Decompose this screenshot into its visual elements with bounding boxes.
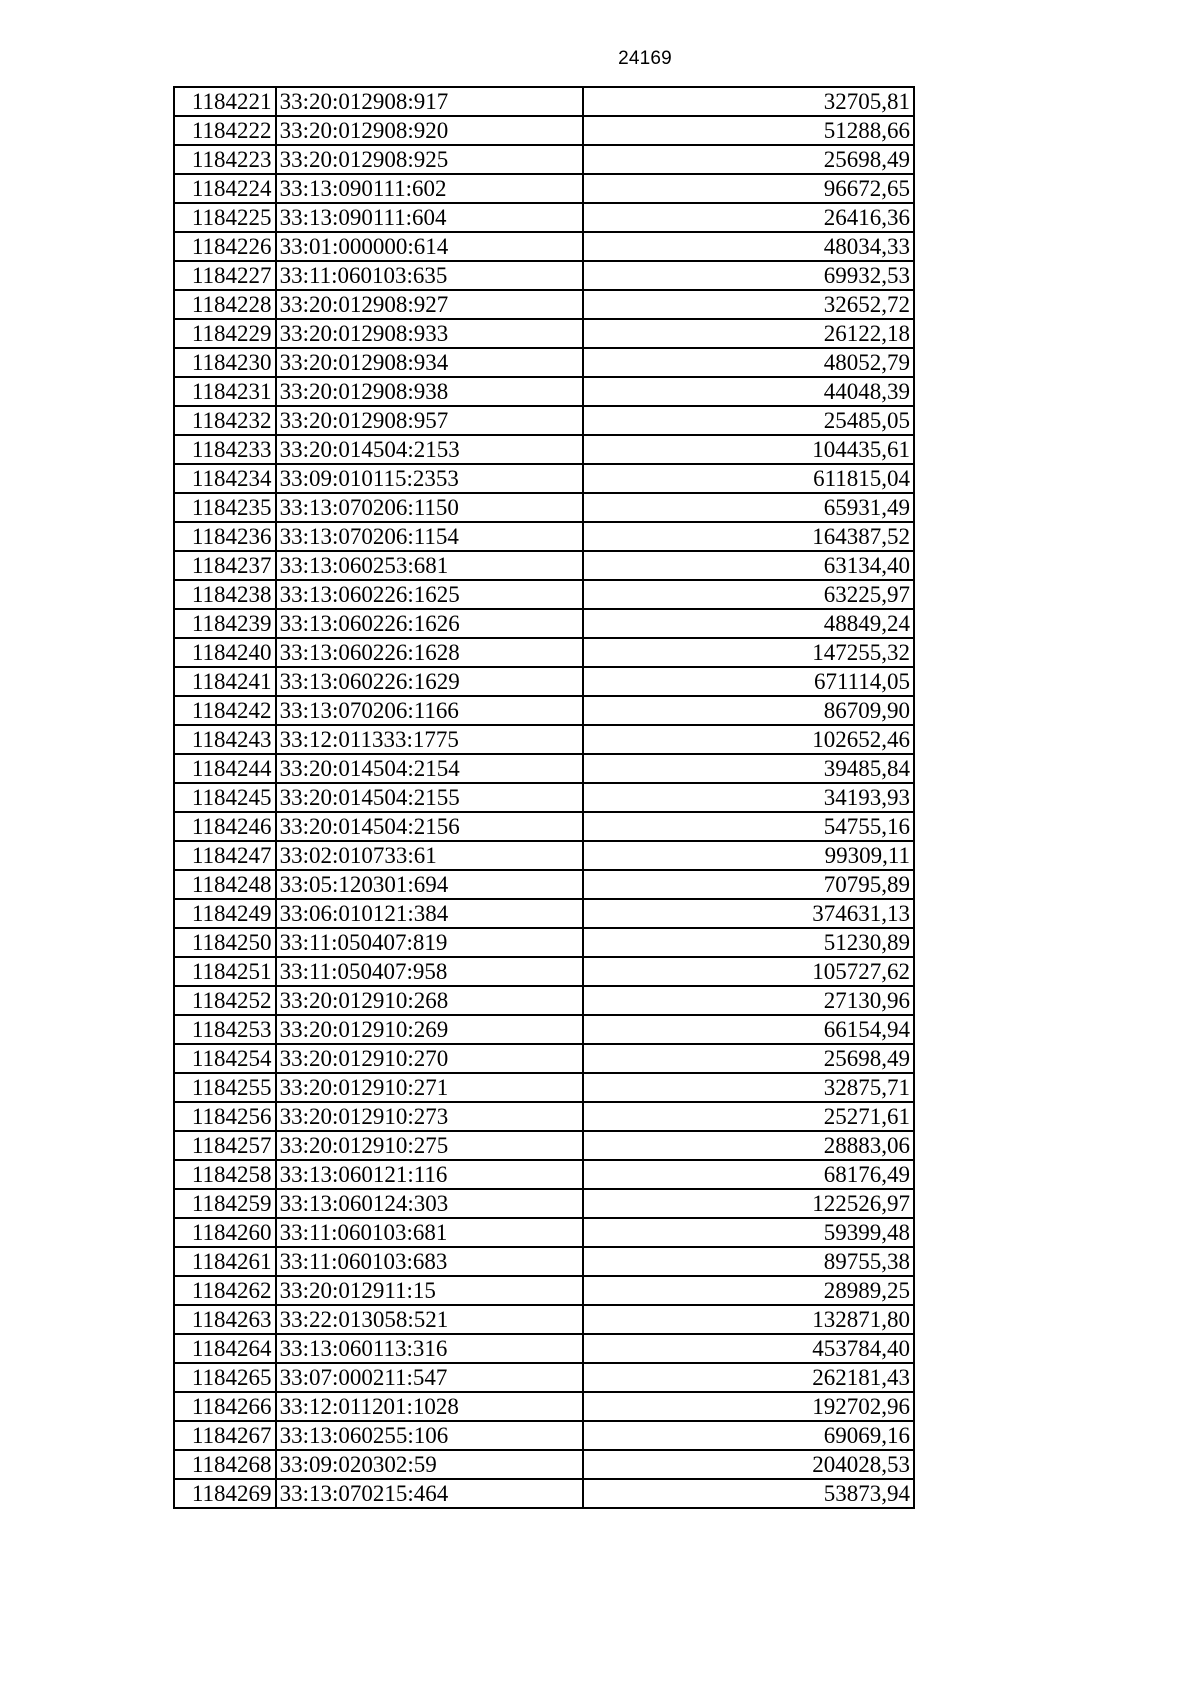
cadastral-number-cell: 33:02:010733:61 bbox=[276, 841, 584, 870]
cadastral-value-cell: 204028,53 bbox=[583, 1450, 914, 1479]
cadastral-value-cell: 25485,05 bbox=[583, 406, 914, 435]
table-row bbox=[174, 232, 914, 261]
row-number-cell: 1184236 bbox=[174, 522, 276, 551]
cadastral-number-cell: 33:13:060226:1628 bbox=[276, 638, 584, 667]
row-number-cell: 1184251 bbox=[174, 957, 276, 986]
table-row bbox=[174, 87, 914, 116]
cadastral-number-cell: 33:20:012908:938 bbox=[276, 377, 584, 406]
cadastral-number-cell: 33:20:012910:270 bbox=[276, 1044, 584, 1073]
table-row bbox=[174, 261, 914, 290]
cadastral-value-cell: 59399,48 bbox=[583, 1218, 914, 1247]
cadastral-value-cell: 104435,61 bbox=[583, 435, 914, 464]
row-number-cell: 1184260 bbox=[174, 1218, 276, 1247]
table-row bbox=[174, 1421, 914, 1450]
row-number-cell: 1184261 bbox=[174, 1247, 276, 1276]
cadastral-number-cell: 33:11:050407:819 bbox=[276, 928, 584, 957]
cadastral-number-cell: 33:13:090111:604 bbox=[276, 203, 584, 232]
table-row bbox=[174, 1450, 914, 1479]
cadastral-number-cell: 33:13:060113:316 bbox=[276, 1334, 584, 1363]
cadastral-value-cell: 105727,62 bbox=[583, 957, 914, 986]
cadastral-number-cell: 33:13:070206:1166 bbox=[276, 696, 584, 725]
cadastral-number-cell: 33:12:011201:1028 bbox=[276, 1392, 584, 1421]
table-row bbox=[174, 870, 914, 899]
cadastral-value-cell: 44048,39 bbox=[583, 377, 914, 406]
row-number-cell: 1184230 bbox=[174, 348, 276, 377]
cadastral-value-cell: 69932,53 bbox=[583, 261, 914, 290]
row-number-cell: 1184240 bbox=[174, 638, 276, 667]
row-number-cell: 1184268 bbox=[174, 1450, 276, 1479]
table-row bbox=[174, 1334, 914, 1363]
table-row bbox=[174, 841, 914, 870]
cadastral-value-cell: 26122,18 bbox=[583, 319, 914, 348]
row-number-cell: 1184255 bbox=[174, 1073, 276, 1102]
cadastral-value-cell: 48052,79 bbox=[583, 348, 914, 377]
cadastral-value-cell: 192702,96 bbox=[583, 1392, 914, 1421]
table-row bbox=[174, 406, 914, 435]
row-number-cell: 1184233 bbox=[174, 435, 276, 464]
row-number-cell: 1184257 bbox=[174, 1131, 276, 1160]
table-row bbox=[174, 667, 914, 696]
cadastral-value-cell: 374631,13 bbox=[583, 899, 914, 928]
row-number-cell: 1184258 bbox=[174, 1160, 276, 1189]
cadastral-number-cell: 33:09:010115:2353 bbox=[276, 464, 584, 493]
cadastral-number-cell: 33:01:000000:614 bbox=[276, 232, 584, 261]
row-number-cell: 1184244 bbox=[174, 754, 276, 783]
table-row bbox=[174, 725, 914, 754]
row-number-cell: 1184227 bbox=[174, 261, 276, 290]
cadastral-value-cell: 99309,11 bbox=[583, 841, 914, 870]
table-row bbox=[174, 145, 914, 174]
cadastral-value-cell: 63225,97 bbox=[583, 580, 914, 609]
table-row bbox=[174, 290, 914, 319]
table-row bbox=[174, 754, 914, 783]
table-row bbox=[174, 1247, 914, 1276]
row-number-cell: 1184224 bbox=[174, 174, 276, 203]
cadastral-value-cell: 51230,89 bbox=[583, 928, 914, 957]
cadastral-value-cell: 53873,94 bbox=[583, 1479, 914, 1508]
cadastral-number-cell: 33:20:012908:933 bbox=[276, 319, 584, 348]
table-row bbox=[174, 783, 914, 812]
cadastral-number-cell: 33:13:060226:1626 bbox=[276, 609, 584, 638]
row-number-cell: 1184238 bbox=[174, 580, 276, 609]
cadastral-value-cell: 132871,80 bbox=[583, 1305, 914, 1334]
row-number-cell: 1184269 bbox=[174, 1479, 276, 1508]
row-number-cell: 1184246 bbox=[174, 812, 276, 841]
cadastral-value-cell: 96672,65 bbox=[583, 174, 914, 203]
row-number-cell: 1184253 bbox=[174, 1015, 276, 1044]
row-number-cell: 1184266 bbox=[174, 1392, 276, 1421]
table-row bbox=[174, 1102, 914, 1131]
table-row bbox=[174, 1189, 914, 1218]
cadastral-number-cell: 33:13:090111:602 bbox=[276, 174, 584, 203]
cadastral-number-cell: 33:11:050407:958 bbox=[276, 957, 584, 986]
table-row bbox=[174, 174, 914, 203]
row-number-cell: 1184221 bbox=[174, 87, 276, 116]
table-row bbox=[174, 580, 914, 609]
table-row bbox=[174, 319, 914, 348]
row-number-cell: 1184259 bbox=[174, 1189, 276, 1218]
cadastral-value-cell: 26416,36 bbox=[583, 203, 914, 232]
cadastral-number-cell: 33:20:012910:275 bbox=[276, 1131, 584, 1160]
table-row bbox=[174, 1363, 914, 1392]
cadastral-number-cell: 33:13:070206:1150 bbox=[276, 493, 584, 522]
row-number-cell: 1184226 bbox=[174, 232, 276, 261]
row-number-cell: 1184223 bbox=[174, 145, 276, 174]
row-number-cell: 1184239 bbox=[174, 609, 276, 638]
row-number-cell: 1184245 bbox=[174, 783, 276, 812]
table-row bbox=[174, 609, 914, 638]
cadastral-number-cell: 33:20:012908:920 bbox=[276, 116, 584, 145]
row-number-cell: 1184232 bbox=[174, 406, 276, 435]
row-number-cell: 1184254 bbox=[174, 1044, 276, 1073]
table-row bbox=[174, 812, 914, 841]
row-number-cell: 1184248 bbox=[174, 870, 276, 899]
cadastral-number-cell: 33:20:014504:2153 bbox=[276, 435, 584, 464]
cadastral-number-cell: 33:13:070215:464 bbox=[276, 1479, 584, 1508]
table-row bbox=[174, 1073, 914, 1102]
cadastral-value-cell: 32705,81 bbox=[583, 87, 914, 116]
row-number-cell: 1184231 bbox=[174, 377, 276, 406]
cadastral-number-cell: 33:11:060103:681 bbox=[276, 1218, 584, 1247]
cadastral-number-cell: 33:22:013058:521 bbox=[276, 1305, 584, 1334]
table-row bbox=[174, 551, 914, 580]
cadastral-number-cell: 33:20:012908:925 bbox=[276, 145, 584, 174]
cadastral-value-cell: 65931,49 bbox=[583, 493, 914, 522]
cadastral-value-cell: 32652,72 bbox=[583, 290, 914, 319]
table-row bbox=[174, 522, 914, 551]
cadastral-number-cell: 33:20:012910:268 bbox=[276, 986, 584, 1015]
table-row bbox=[174, 1015, 914, 1044]
cadastral-number-cell: 33:20:012908:957 bbox=[276, 406, 584, 435]
cadastral-value-cell: 28883,06 bbox=[583, 1131, 914, 1160]
cadastral-value-cell: 671114,05 bbox=[583, 667, 914, 696]
table-row bbox=[174, 377, 914, 406]
cadastral-value-cell: 611815,04 bbox=[583, 464, 914, 493]
cadastral-value-cell: 27130,96 bbox=[583, 986, 914, 1015]
cadastral-number-cell: 33:13:070206:1154 bbox=[276, 522, 584, 551]
cadastral-value-table bbox=[173, 86, 915, 1509]
cadastral-number-cell: 33:11:060103:635 bbox=[276, 261, 584, 290]
table-row bbox=[174, 435, 914, 464]
table-body bbox=[174, 87, 914, 1508]
table-row bbox=[174, 986, 914, 1015]
cadastral-value-cell: 164387,52 bbox=[583, 522, 914, 551]
cadastral-number-cell: 33:20:012908:917 bbox=[276, 87, 584, 116]
table-row bbox=[174, 638, 914, 667]
cadastral-value-cell: 34193,93 bbox=[583, 783, 914, 812]
cadastral-number-cell: 33:20:012908:934 bbox=[276, 348, 584, 377]
cadastral-value-cell: 32875,71 bbox=[583, 1073, 914, 1102]
cadastral-number-cell: 33:20:012911:15 bbox=[276, 1276, 584, 1305]
page-number: 24169 bbox=[618, 48, 672, 69]
table-row bbox=[174, 1218, 914, 1247]
table-row bbox=[174, 1305, 914, 1334]
cadastral-number-cell: 33:20:012910:271 bbox=[276, 1073, 584, 1102]
row-number-cell: 1184228 bbox=[174, 290, 276, 319]
cadastral-value-cell: 66154,94 bbox=[583, 1015, 914, 1044]
row-number-cell: 1184264 bbox=[174, 1334, 276, 1363]
cadastral-value-cell: 54755,16 bbox=[583, 812, 914, 841]
row-number-cell: 1184241 bbox=[174, 667, 276, 696]
cadastral-number-cell: 33:20:012910:273 bbox=[276, 1102, 584, 1131]
cadastral-value-cell: 262181,43 bbox=[583, 1363, 914, 1392]
cadastral-number-cell: 33:13:060226:1629 bbox=[276, 667, 584, 696]
table-row bbox=[174, 116, 914, 145]
row-number-cell: 1184222 bbox=[174, 116, 276, 145]
cadastral-value-cell: 48034,33 bbox=[583, 232, 914, 261]
cadastral-number-cell: 33:11:060103:683 bbox=[276, 1247, 584, 1276]
row-number-cell: 1184247 bbox=[174, 841, 276, 870]
table-row bbox=[174, 1160, 914, 1189]
table-row bbox=[174, 1392, 914, 1421]
row-number-cell: 1184263 bbox=[174, 1305, 276, 1334]
cadastral-value-cell: 147255,32 bbox=[583, 638, 914, 667]
cadastral-value-cell: 89755,38 bbox=[583, 1247, 914, 1276]
cadastral-number-cell: 33:09:020302:59 bbox=[276, 1450, 584, 1479]
row-number-cell: 1184256 bbox=[174, 1102, 276, 1131]
row-number-cell: 1184250 bbox=[174, 928, 276, 957]
cadastral-number-cell: 33:05:120301:694 bbox=[276, 870, 584, 899]
cadastral-number-cell: 33:06:010121:384 bbox=[276, 899, 584, 928]
table-row bbox=[174, 464, 914, 493]
cadastral-value-cell: 102652,46 bbox=[583, 725, 914, 754]
row-number-cell: 1184252 bbox=[174, 986, 276, 1015]
table-row bbox=[174, 1044, 914, 1073]
table-row bbox=[174, 1276, 914, 1305]
cadastral-number-cell: 33:13:060121:116 bbox=[276, 1160, 584, 1189]
table-row bbox=[174, 696, 914, 725]
table-row bbox=[174, 348, 914, 377]
row-number-cell: 1184249 bbox=[174, 899, 276, 928]
row-number-cell: 1184262 bbox=[174, 1276, 276, 1305]
table-row bbox=[174, 493, 914, 522]
cadastral-value-cell: 25271,61 bbox=[583, 1102, 914, 1131]
cadastral-number-cell: 33:07:000211:547 bbox=[276, 1363, 584, 1392]
cadastral-number-cell: 33:20:014504:2155 bbox=[276, 783, 584, 812]
cadastral-number-cell: 33:13:060226:1625 bbox=[276, 580, 584, 609]
row-number-cell: 1184265 bbox=[174, 1363, 276, 1392]
cadastral-value-cell: 39485,84 bbox=[583, 754, 914, 783]
cadastral-value-cell: 51288,66 bbox=[583, 116, 914, 145]
cadastral-value-cell: 25698,49 bbox=[583, 145, 914, 174]
cadastral-number-cell: 33:13:060255:106 bbox=[276, 1421, 584, 1450]
cadastral-number-cell: 33:13:060124:303 bbox=[276, 1189, 584, 1218]
cadastral-number-cell: 33:20:012908:927 bbox=[276, 290, 584, 319]
cadastral-value-cell: 68176,49 bbox=[583, 1160, 914, 1189]
cadastral-value-cell: 453784,40 bbox=[583, 1334, 914, 1363]
cadastral-value-cell: 122526,97 bbox=[583, 1189, 914, 1218]
table-row bbox=[174, 928, 914, 957]
cadastral-number-cell: 33:20:014504:2156 bbox=[276, 812, 584, 841]
cadastral-value-cell: 70795,89 bbox=[583, 870, 914, 899]
row-number-cell: 1184225 bbox=[174, 203, 276, 232]
cadastral-value-cell: 48849,24 bbox=[583, 609, 914, 638]
cadastral-value-cell: 63134,40 bbox=[583, 551, 914, 580]
table-row bbox=[174, 203, 914, 232]
cadastral-number-cell: 33:20:014504:2154 bbox=[276, 754, 584, 783]
cadastral-value-cell: 25698,49 bbox=[583, 1044, 914, 1073]
row-number-cell: 1184237 bbox=[174, 551, 276, 580]
cadastral-value-cell: 28989,25 bbox=[583, 1276, 914, 1305]
table-row bbox=[174, 957, 914, 986]
cadastral-number-cell: 33:13:060253:681 bbox=[276, 551, 584, 580]
cadastral-number-cell: 33:12:011333:1775 bbox=[276, 725, 584, 754]
table-row bbox=[174, 1479, 914, 1508]
row-number-cell: 1184235 bbox=[174, 493, 276, 522]
row-number-cell: 1184234 bbox=[174, 464, 276, 493]
row-number-cell: 1184267 bbox=[174, 1421, 276, 1450]
cadastral-number-cell: 33:20:012910:269 bbox=[276, 1015, 584, 1044]
table-row bbox=[174, 1131, 914, 1160]
table-row bbox=[174, 899, 914, 928]
cadastral-value-cell: 86709,90 bbox=[583, 696, 914, 725]
row-number-cell: 1184229 bbox=[174, 319, 276, 348]
cadastral-value-cell: 69069,16 bbox=[583, 1421, 914, 1450]
row-number-cell: 1184243 bbox=[174, 725, 276, 754]
row-number-cell: 1184242 bbox=[174, 696, 276, 725]
